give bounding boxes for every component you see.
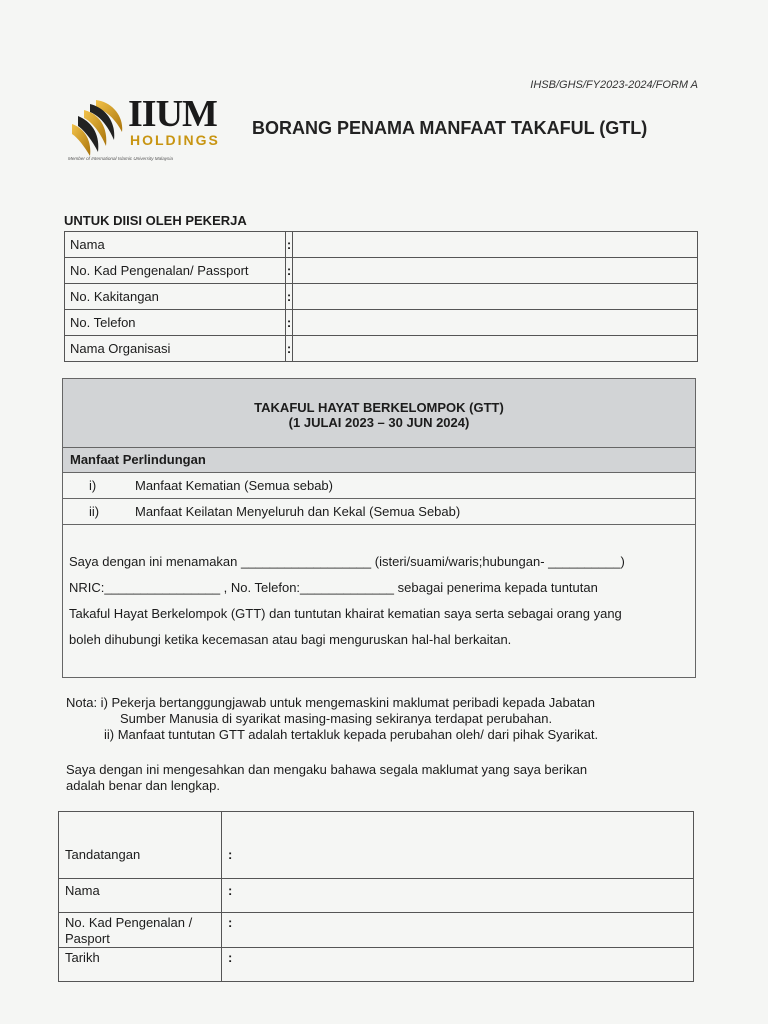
signature-row (59, 812, 694, 879)
field-label: No. Kakitangan (65, 284, 286, 310)
iium-holdings-logo (64, 92, 234, 170)
logo-emblem-icon (66, 96, 128, 158)
field-label: Nama (59, 879, 222, 913)
logo-tagline: Member of International Islamic University Malaysia (68, 156, 173, 161)
signature-field[interactable]: : (222, 812, 694, 879)
employee-row-ic (65, 258, 698, 284)
ic-passport-field[interactable] (293, 258, 698, 284)
field-label: Nama (65, 232, 286, 258)
date-field[interactable]: : (222, 948, 694, 982)
field-separator: : (286, 258, 293, 284)
field-separator: : (286, 310, 293, 336)
field-separator: : (286, 336, 293, 362)
benefit-text: Manfaat Kematian (Semua sebab) (135, 478, 333, 493)
declaration-line: NRIC:________________ , No. Telefon:_____________ sebagai penerima kepada tuntutan (69, 580, 598, 595)
employee-row-name (65, 232, 698, 258)
notes (66, 695, 706, 743)
field-label: No. Kad Pengenalan / Pasport (59, 913, 222, 948)
field-label: Tandatangan (59, 812, 222, 879)
benefit-number: i) (89, 478, 97, 493)
signature-row (59, 948, 694, 982)
confirmation-line: Saya dengan ini mengesahkan dan mengaku bahawa segala maklumat yang saya berikan (66, 762, 588, 777)
nominee-declaration[interactable] (69, 549, 691, 653)
gtt-section (62, 378, 696, 678)
logo-main-text: IIUM (128, 93, 217, 135)
benefit-item (63, 499, 695, 525)
benefits-heading: Manfaat Perlindungan (63, 448, 695, 473)
benefit-item (63, 473, 695, 499)
employee-row-staff-no (65, 284, 698, 310)
organisation-field[interactable] (293, 336, 698, 362)
gtt-title: TAKAFUL HAYAT BERKELOMPOK (GTT) (254, 400, 504, 415)
note-line: Sumber Manusia di syarikat masing-masing sekiranya terdapat perubahan. (120, 711, 553, 726)
employee-row-phone (65, 310, 698, 336)
note-line: Nota: i) Pekerja bertanggungjawab untuk mengemaskini maklumat peribadi kepada Jabatan (66, 695, 595, 710)
field-label: Nama Organisasi (65, 336, 286, 362)
benefit-text: Manfaat Keilatan Menyeluruh dan Kekal (Semua Sebab) (135, 504, 461, 519)
signature-table (58, 811, 694, 982)
confirmation-line: adalah benar dan lengkap. (66, 778, 220, 793)
form-code: IHSB/GHS/FY2023-2024/FORM A (530, 79, 698, 91)
form-title: BORANG PENAMA MANFAAT TAKAFUL (GTL) (252, 118, 648, 138)
signature-row (59, 913, 694, 948)
signature-row (59, 879, 694, 913)
name-field[interactable] (293, 232, 698, 258)
field-label: No. Telefon (65, 310, 286, 336)
field-separator: : (286, 284, 293, 310)
gtt-period: (1 JULAI 2023 – 30 JUN 2024) (288, 415, 470, 430)
employee-info-table (64, 231, 698, 362)
field-separator: : (286, 232, 293, 258)
benefit-number: ii) (89, 504, 100, 519)
employee-section-heading: UNTUK DIISI OLEH PEKERJA (64, 213, 247, 228)
note-line: ii) Manfaat tuntutan GTT adalah tertakluk kepada perubahan oleh/ dari pihak Syarikat. (104, 727, 599, 742)
field-label: No. Kad Pengenalan/ Passport (65, 258, 286, 284)
gtt-header (63, 379, 695, 448)
declaration-line: Saya dengan ini menamakan __________________ (isteri/suami/waris;hubungan- __________) (69, 554, 625, 569)
field-label: Tarikh (59, 948, 222, 982)
signature-ic-field[interactable]: : (222, 913, 694, 948)
staff-number-field[interactable] (293, 284, 698, 310)
employee-row-organisation (65, 336, 698, 362)
phone-field[interactable] (293, 310, 698, 336)
declaration-line: Takaful Hayat Berkelompok (GTT) dan tuntutan khairat kematian saya serta sebagai orang yang (69, 606, 622, 621)
confirmation-statement (66, 762, 686, 794)
declaration-line: boleh dihubungi ketika kecemasan atau bagi menguruskan hal-hal berkaitan. (69, 632, 512, 647)
logo-sub-text: HOLDINGS (130, 132, 220, 148)
signature-name-field[interactable]: : (222, 879, 694, 913)
